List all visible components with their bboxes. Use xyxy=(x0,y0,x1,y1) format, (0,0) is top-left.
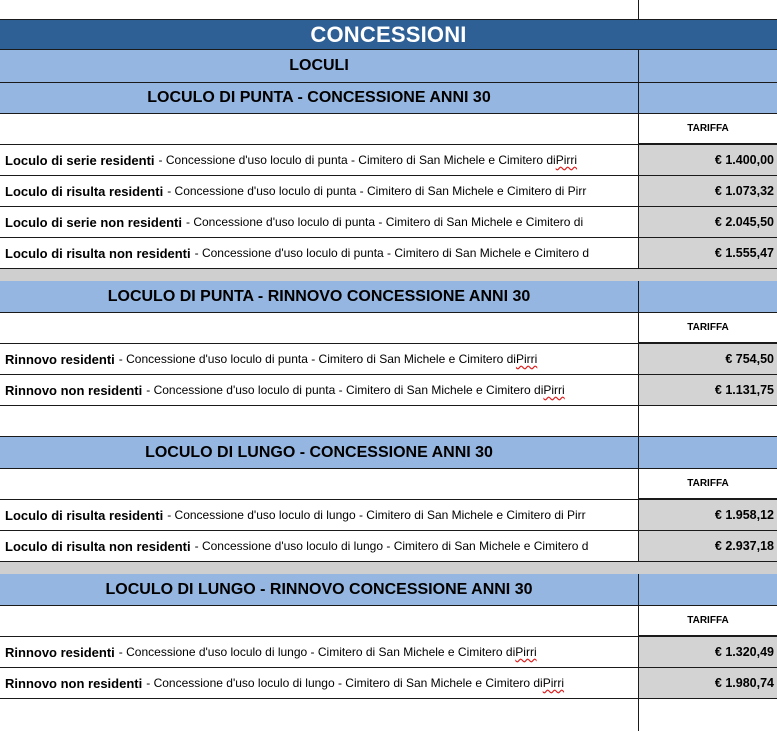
item-desc: - Concessione d'uso loculo di lungo - Cimitero di San Michele e Cimitero di xyxy=(146,676,543,690)
tariffa-row xyxy=(0,114,777,145)
item-name: Loculo di risulta non residenti xyxy=(5,245,191,261)
item-desc: - Concessione d'uso loculo di punta - Cimitero di San Michele e Cimitero di xyxy=(158,153,556,167)
item-name: Loculo di risulta non residenti xyxy=(5,538,191,554)
table-row xyxy=(0,207,777,238)
main-title-row xyxy=(0,19,777,50)
table-row xyxy=(0,176,777,207)
item-desc: - Concessione d'uso loculo di punta - Cimitero di San Michele e Cimitero di xyxy=(185,215,584,229)
item-price: € 1.958,12 xyxy=(639,500,777,531)
item-price: € 2.045,50 xyxy=(639,207,777,238)
item-name: Rinnovo non residenti xyxy=(5,675,143,691)
table-row xyxy=(0,531,777,562)
item-name: Rinnovo non residenti xyxy=(5,382,143,398)
item-desc: - Concessione d'uso loculo di lungo - Cimitero di San Michele e Cimitero di xyxy=(118,645,516,659)
tariffa-row xyxy=(0,469,777,500)
item-name: Loculo di risulta residenti xyxy=(5,183,164,199)
item-desc: - Concessione d'uso loculo di punta - Cimitero di San Michele e Cimitero di Pirr xyxy=(167,184,587,198)
blank-top-row xyxy=(0,0,777,19)
item-desc-end: Pirri xyxy=(555,153,578,167)
item-price: € 2.937,18 xyxy=(639,531,777,562)
item-price: € 754,50 xyxy=(639,344,777,375)
item-price: € 1.073,32 xyxy=(639,176,777,207)
item-price: € 1.131,75 xyxy=(639,375,777,406)
table-row xyxy=(0,375,777,406)
item-name: Loculo di serie residenti xyxy=(5,152,155,168)
separator xyxy=(0,269,777,281)
subtitle-row xyxy=(0,50,777,83)
table-row xyxy=(0,500,777,531)
item-desc: - Concessione d'uso loculo di punta - Cimitero di San Michele e Cimitero d xyxy=(194,246,590,260)
item-desc-end: Pirri xyxy=(515,352,538,366)
item-desc: - Concessione d'uso loculo di lungo - Cimitero di San Michele e Cimitero di Pirr xyxy=(167,508,586,522)
section-header xyxy=(0,281,777,313)
item-desc-end: Pirri xyxy=(515,645,537,659)
item-desc: - Concessione d'uso loculo di punta - Cimitero di San Michele e Cimitero di xyxy=(118,352,516,366)
section-title: LOCULO DI LUNGO - RINNOVO CONCESSIONE ANNI 30 xyxy=(105,580,533,598)
tariffa-label: TARIFFA xyxy=(687,615,729,626)
section-header xyxy=(0,83,777,114)
tariffa-row xyxy=(0,313,777,344)
subtitle: LOCULI xyxy=(289,57,349,74)
table-row xyxy=(0,145,777,176)
item-name: Rinnovo residenti xyxy=(5,351,115,367)
item-name: Loculo di serie non residenti xyxy=(5,214,182,230)
table-row xyxy=(0,637,777,668)
section-header xyxy=(0,437,777,469)
section-title: LOCULO DI PUNTA - CONCESSIONE ANNI 30 xyxy=(147,89,491,106)
item-desc-end: Pirri xyxy=(542,676,565,690)
item-name: Rinnovo residenti xyxy=(5,644,115,660)
item-desc: - Concessione d'uso loculo di punta - Cimitero di San Michele e Cimitero di xyxy=(146,383,544,397)
tariffa-label: TARIFFA xyxy=(687,123,729,134)
tariffa-label: TARIFFA xyxy=(687,478,729,489)
table-row xyxy=(0,344,777,375)
item-price: € 1.980,74 xyxy=(639,668,777,699)
table-row xyxy=(0,668,777,699)
blank-row xyxy=(0,406,777,437)
blank-row xyxy=(0,699,777,731)
separator xyxy=(0,562,777,574)
section-header xyxy=(0,574,777,606)
tariffa-row xyxy=(0,606,777,637)
page-title: CONCESSIONI xyxy=(310,21,467,47)
table-row xyxy=(0,238,777,269)
item-price: € 1.555,47 xyxy=(639,238,777,269)
tariffa-label: TARIFFA xyxy=(687,322,729,333)
item-desc-end: Pirri xyxy=(543,383,565,397)
section-title: LOCULO DI LUNGO - CONCESSIONE ANNI 30 xyxy=(145,443,493,461)
item-desc: - Concessione d'uso loculo di lungo - Cimitero di San Michele e Cimitero d xyxy=(194,539,589,553)
item-price: € 1.320,49 xyxy=(639,637,777,668)
item-name: Loculo di risulta residenti xyxy=(5,507,164,523)
item-price: € 1.400,00 xyxy=(639,145,777,176)
section-title: LOCULO DI PUNTA - RINNOVO CONCESSIONE ANNI 30 xyxy=(107,287,531,305)
